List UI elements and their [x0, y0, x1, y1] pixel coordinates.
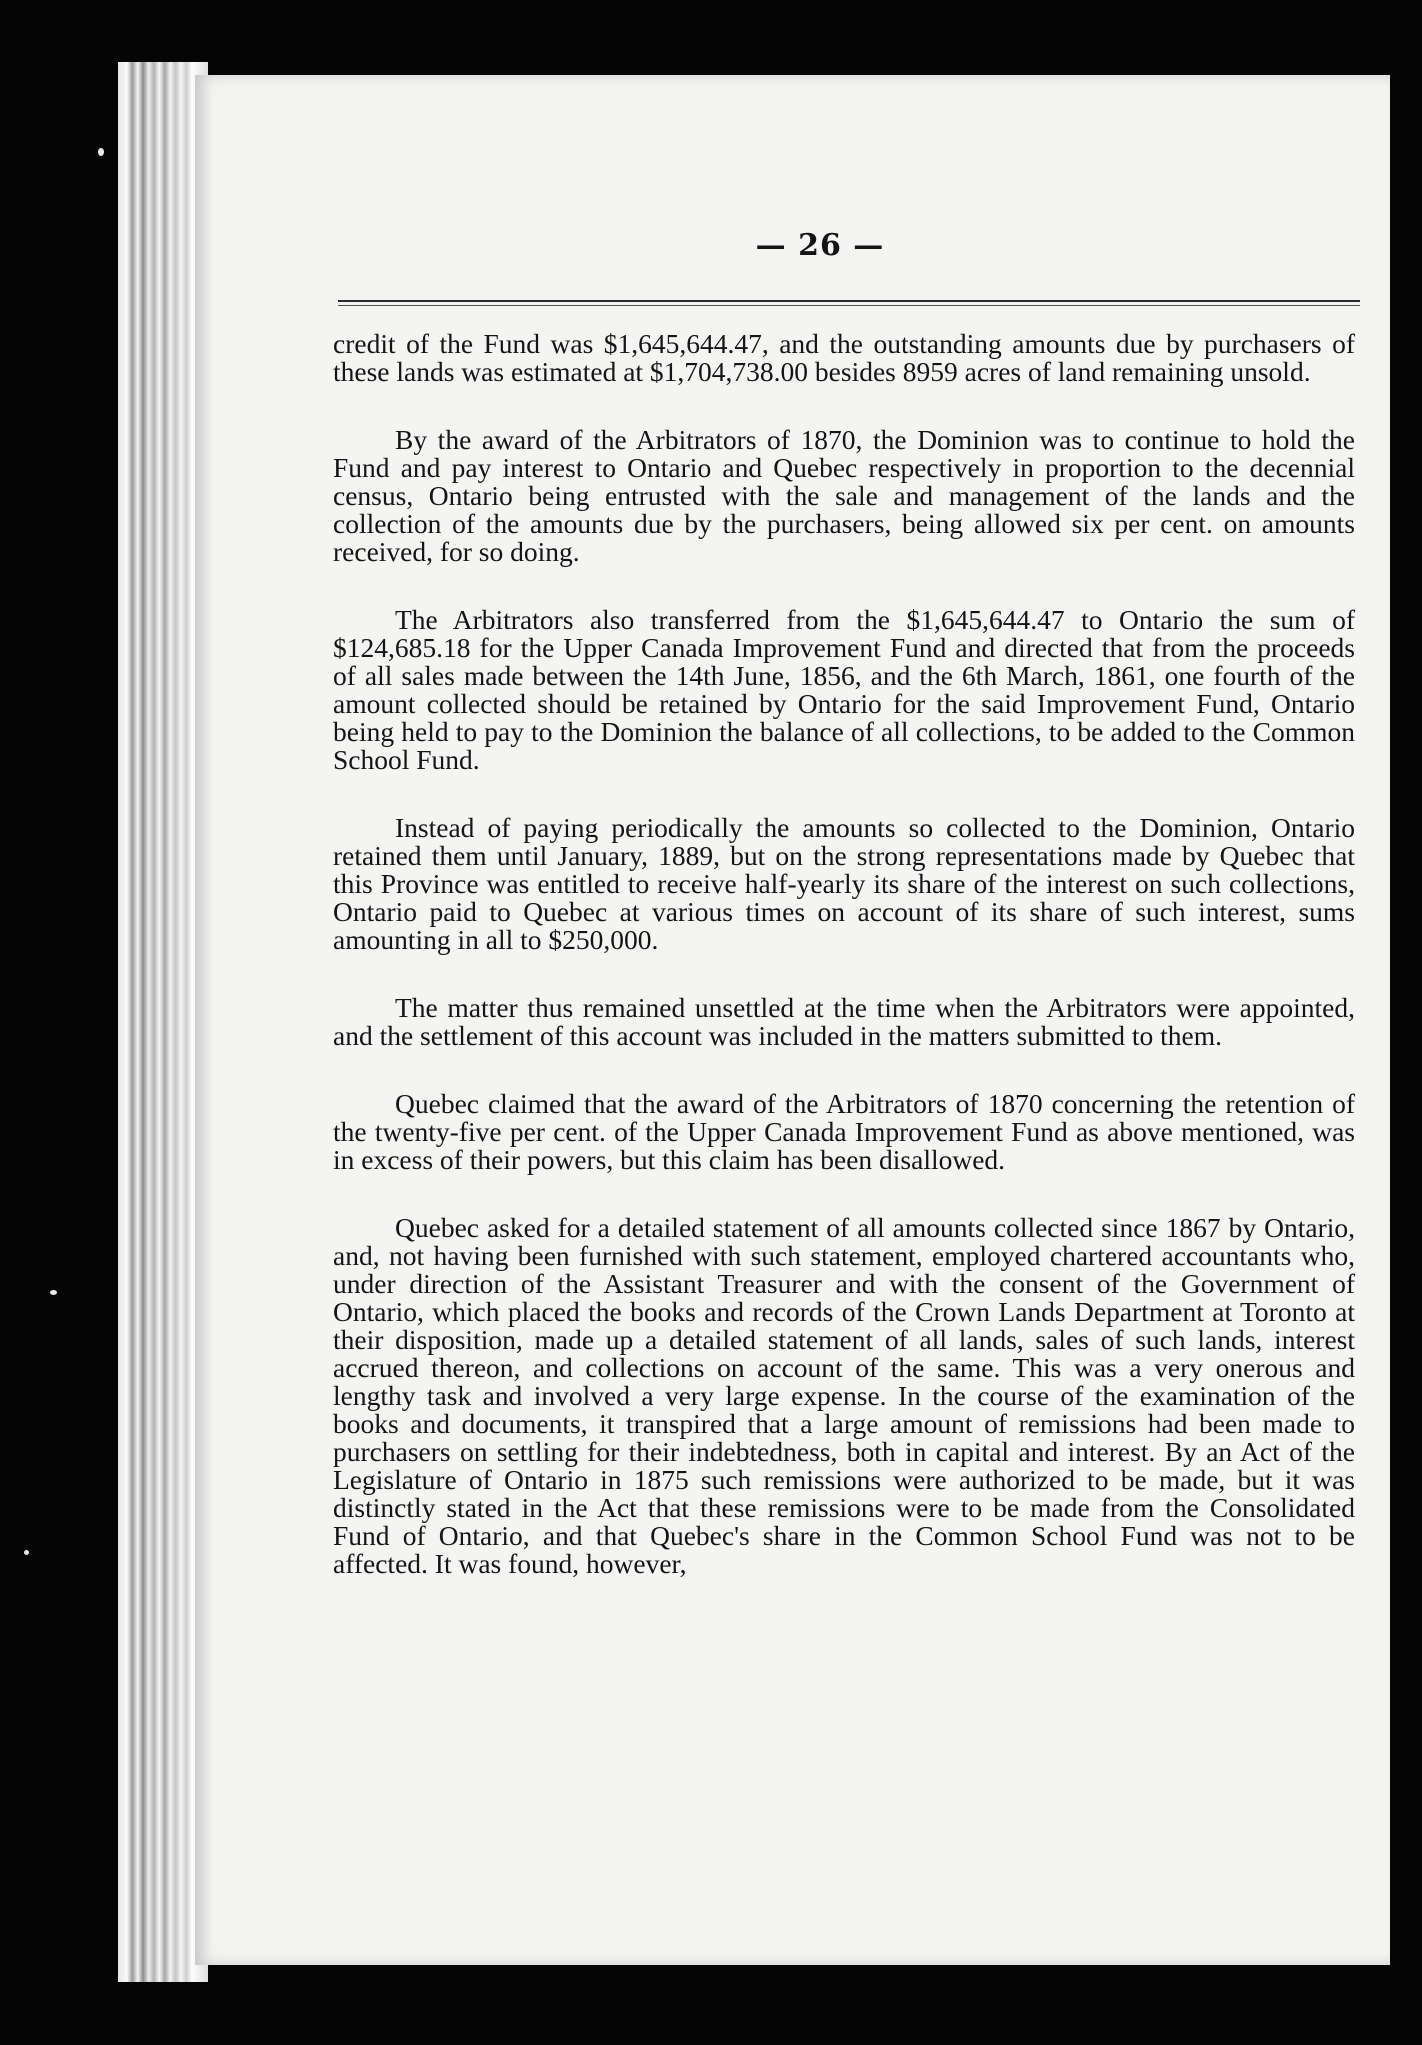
film-speck — [24, 1550, 29, 1555]
paragraph: Quebec asked for a detailed statement of all amounts collected since 1867 by Ontario, and, not having been furnished with such statement, employed chartered accountants who, under direction of the Assistant Treasurer and with the consent of the Government of Ontario, which placed the books and records of the Crown Lands Department at Toronto at their disposition, made up a detailed statement of all lands, sales of such lands, interest accrued thereon, and collections on account of the same. This was a very onerous and lengthy task and involved a very large expense. In the course of the examination of the books and documents, it transpired that a large amount of remissions had been made to purchasers on settling for their indebtedness, both in capital and interest. By an Act of the Legislature of Ontario in 1875 such remissions were authorized to be made, but it was distinctly stated in the Act that these remissions were to be made from the Consolidated Fund of Ontario, and that Quebec's share in the Common School Fund was not to be affected. It was found, however, — [333, 1212, 1355, 1579]
paragraph: The Arbitrators also transferred from the $1,645,644.47 to Ontario the sum of $124,685.18 for the Upper Canada Improvement Fund and directed that from the proceeds of all sales made between the 14th June, 1856, and the 6th March, 1861, one fourth of the amount collected should be retained by Ontario for the said Improvement Fund, Ontario being held to pay to the Dominion the balance of all collections, to be added to the Common School Fund. — [333, 604, 1355, 775]
film-speck — [50, 1290, 57, 1295]
paragraph: The matter thus remained unsettled at the time when the Arbitrators were appointed, and the settlement of this account was included in the matters submitted to them. — [333, 992, 1355, 1051]
page-number: — 26 — — [755, 228, 885, 263]
paragraph: Quebec claimed that the award of the Arbitrators of 1870 concerning the retention of the twenty-five per cent. of the Upper Canada Improvement Fund as above mentioned, was in excess of their powers, but this claim has been disallowed. — [333, 1088, 1355, 1175]
header-rule — [338, 300, 1360, 306]
body-text — [333, 330, 1355, 1578]
film-speck — [98, 148, 104, 156]
paragraph: Instead of paying periodically the amounts so collected to the Dominion, Ontario retained them until January, 1889, but on the strong representations made by Quebec that this Province was entitled to receive half-yearly its share of the interest on such collections, Ontario paid to Quebec at various times on account of its share of such interest, sums amounting in all to $250,000. — [333, 812, 1355, 955]
paragraph: By the award of the Arbitrators of 1870, the Dominion was to continue to hold the Fund and pay interest to Ontario and Quebec respectively in proportion to the decennial census, Ontario being entrusted with the sale and management of the lands and the collection of the amounts due by the purchasers, being allowed six per cent. on amounts received, for so doing. — [333, 424, 1355, 567]
paragraph: credit of the Fund was $1,645,644.47, and the outstanding amounts due by purchasers of these lands was estimated at $1,704,738.00 besides 8959 acres of land remaining unsold. — [333, 328, 1355, 387]
